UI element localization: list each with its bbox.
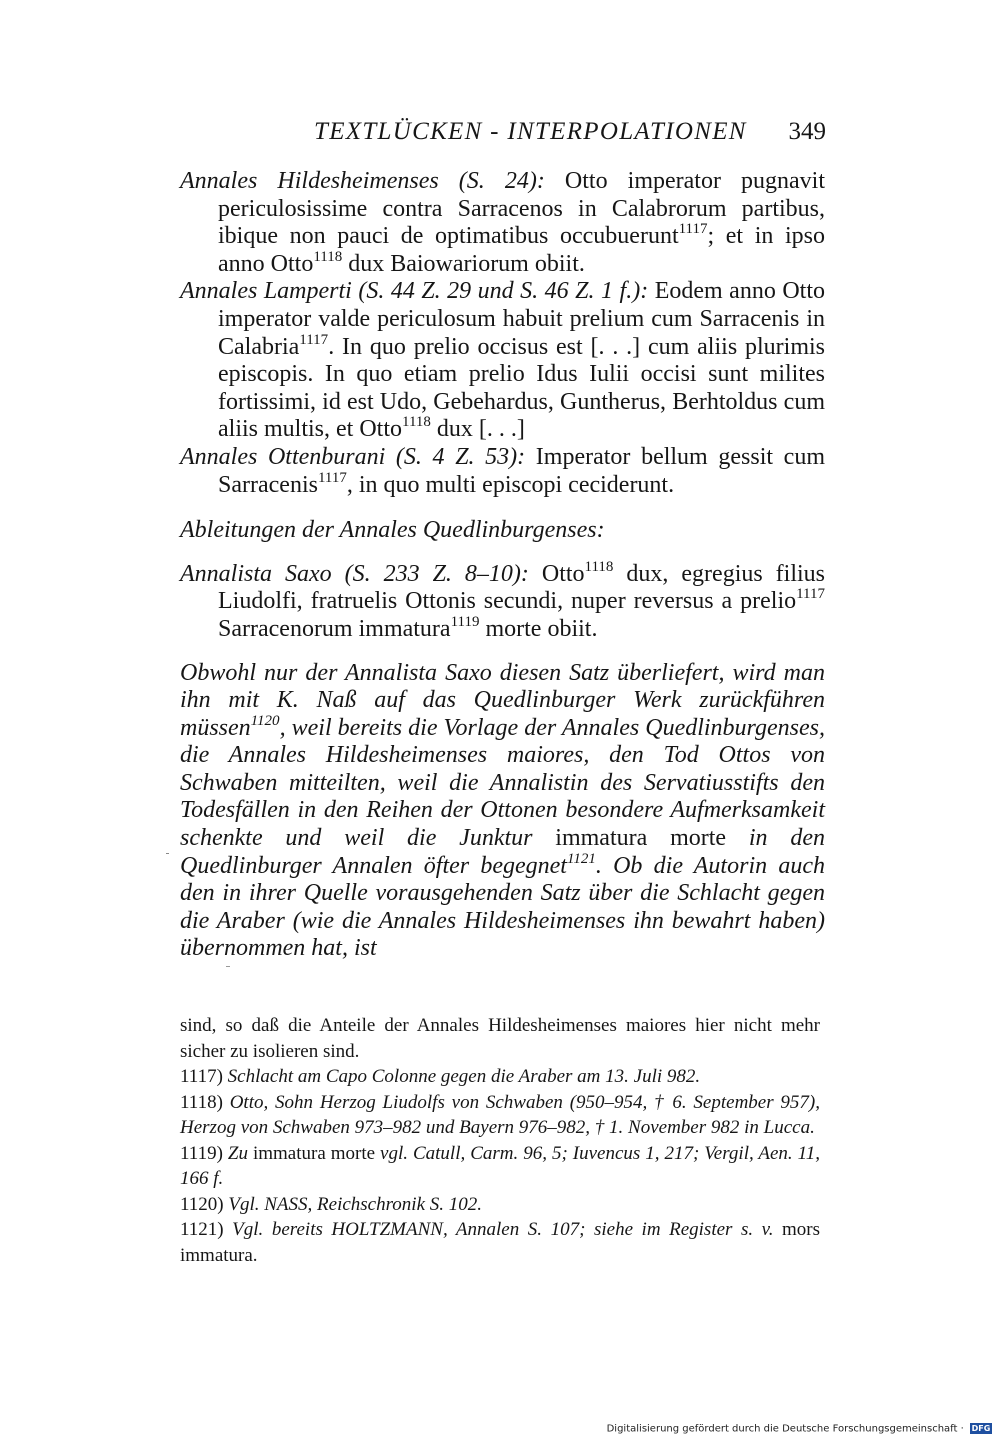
- quotation-text: morte obiit.: [479, 615, 598, 642]
- quotation-text: Otto imperator pugnavit periculosissime contra Sarracenos in Calabrorum partibus, ibique non pauci de optimatibus occubuerunt: [218, 168, 826, 250]
- footnote-reference[interactable]: 1117: [317, 469, 347, 486]
- quotation-text: dux [. . .]: [430, 416, 525, 443]
- quotation-text: Otto: [528, 560, 585, 587]
- analysis-text: in den Quedlinburger Annalen öfter begegnet: [180, 825, 825, 879]
- footnote-number: 1119): [180, 1142, 223, 1164]
- source-entry-lamperti: [180, 278, 825, 444]
- footnote-1120: [180, 1192, 820, 1218]
- footnote-reference[interactable]: 1117: [299, 331, 329, 348]
- source-citation: Annales Hildesheimenses (S. 24):: [180, 168, 545, 194]
- source-entry-ottenburani: [180, 444, 825, 499]
- footnote-number: 1118): [180, 1091, 223, 1113]
- footnote-text: Otto, Sohn Herzog Liudolfs von Schwaben (950–954, † 6. September 957), Herzog von Schwaben 973–982 und Bayern 976–982, † 1. November 982 in Lucca.: [180, 1091, 820, 1138]
- analysis-text: Obwohl nur der Annalista Saxo diesen Satz überliefert, wird man ihn mit K. Naß auf das Quedlinburger Werk zurückführen müssen: [180, 659, 825, 741]
- footnote-number: 1120): [180, 1193, 224, 1215]
- running-header: [314, 116, 826, 152]
- page-number: 349: [788, 118, 826, 145]
- footnote-text: Schlacht am Capo Colonne gegen die Araber am 13. Juli 982.: [222, 1066, 701, 1087]
- footnote-reference[interactable]: 1117: [796, 586, 825, 603]
- source-entry-hildesheimenses: [180, 168, 825, 278]
- analysis-text: . Ob die Autorin auch den in ihrer Quelle vorausgehenden Satz über die Schlacht gegen die Araber (wie die Annales Hildesheimenses ihn bewahrt haben) übernommen hat, ist: [180, 852, 825, 962]
- credit-text: Digitalisierung gefördert durch die Deutsche Forschungsgemeinschaft ·: [606, 1423, 964, 1435]
- quotation-text: , in quo multi episcopi ceciderunt.: [346, 471, 675, 498]
- footnote-text: Vgl. NASS, Reichschronik S. 102.: [223, 1193, 483, 1215]
- footnote-reference[interactable]: 1118: [402, 414, 431, 431]
- quotation-text: Sarracenorum immatura: [218, 615, 451, 642]
- footnote-reference[interactable]: 1120: [250, 712, 280, 729]
- footnote-number: 1117): [180, 1066, 223, 1087]
- footnote-continuation: sind, so daß die Anteile der Annales Hildesheimenses maiores hier nicht mehr sicher zu isolieren sind.: [180, 1015, 820, 1062]
- footnote-text: vgl. Catull, Carm. 96, 5; Iuvencus 1, 217; Vergil, Aen. 11, 166 f.: [180, 1142, 820, 1189]
- source-citation: Annales Ottenburani (S. 4 Z. 53):: [180, 443, 526, 470]
- main-text: [180, 168, 825, 963]
- analysis-paragraph: [180, 660, 825, 964]
- footnote-reference[interactable]: 1119: [450, 613, 480, 630]
- running-title: TEXTLÜCKEN - INTERPOLATIONEN: [314, 118, 747, 145]
- quotation-text: Imperator bellum gessit cum Sarracenis: [218, 443, 825, 498]
- quoted-phrase: immatura morte: [252, 1142, 376, 1164]
- source-citation: Annalista Saxo (S. 233 Z. 8–10):: [180, 560, 529, 587]
- footnote-1119: [180, 1141, 820, 1192]
- quoted-phrase: mors immatura.: [180, 1219, 820, 1266]
- footnote-1118: [180, 1090, 820, 1141]
- scan-speck: [166, 853, 169, 854]
- footnote-text: Zu: [222, 1142, 253, 1164]
- footnote-1121: [180, 1217, 820, 1268]
- section-heading: Ableitungen der Annales Quedlinburgenses:: [180, 517, 605, 544]
- quotation-text: dux Baiowariorum obiit.: [342, 250, 585, 277]
- footnote-reference[interactable]: 1118: [313, 248, 343, 265]
- quotation-text: Eodem anno Otto imperator valde periculosum habuit prelium cum Sarracenis in Calabria: [218, 278, 825, 360]
- footnote-reference[interactable]: 1117: [678, 221, 708, 238]
- quotation-text: ; et in ipso anno Otto: [218, 223, 825, 277]
- footnote-text: Vgl. bereits HOLTZMANN, Annalen S. 107; siehe im Register s. v.: [223, 1219, 782, 1240]
- analysis-text: , weil bereits die Vorlage der Annales Quedlinburgenses, die Annales Hildesheimenses maiores, den Tod Ottos von Schwaben mitteilten, weil die Annalistin des Servatiusstifts den Todesfällen in den Reihen der Ottonen besondere Aufmerksamkeit schenkte und weil die Junktur: [180, 714, 825, 852]
- spacer: [180, 644, 825, 660]
- footnote-number: 1121): [180, 1219, 224, 1240]
- footnote-reference[interactable]: 1118: [584, 558, 614, 575]
- footnote-reference[interactable]: 1121: [566, 850, 596, 867]
- quoted-phrase: immatura morte: [555, 825, 727, 852]
- quotation-text: . In quo prelio occisus est [. . .] cum aliis plurimis episcopis. In quo etiam prelio Idus Iulii occisi sunt milites fortissimi, id est Udo, Gebehardus, Guntherus, Berhtoldus cum aliis multis, et Otto: [218, 333, 825, 443]
- footnotes: [180, 1013, 820, 1268]
- footnote-separator: [226, 966, 230, 967]
- digitization-credit: [607, 1423, 992, 1435]
- quotation-text: dux, egregius filius Liudolfi, fratruelis Ottonis secundi, nuper reversus a prelio: [218, 560, 826, 615]
- dfg-logo: DFG: [971, 1424, 991, 1433]
- footnote-1117: [180, 1064, 820, 1090]
- source-entry-annalista-saxo: [180, 558, 826, 644]
- source-citation: Annales Lamperti (S. 44 Z. 29 und S. 46 Z. 1 f.):: [180, 278, 649, 305]
